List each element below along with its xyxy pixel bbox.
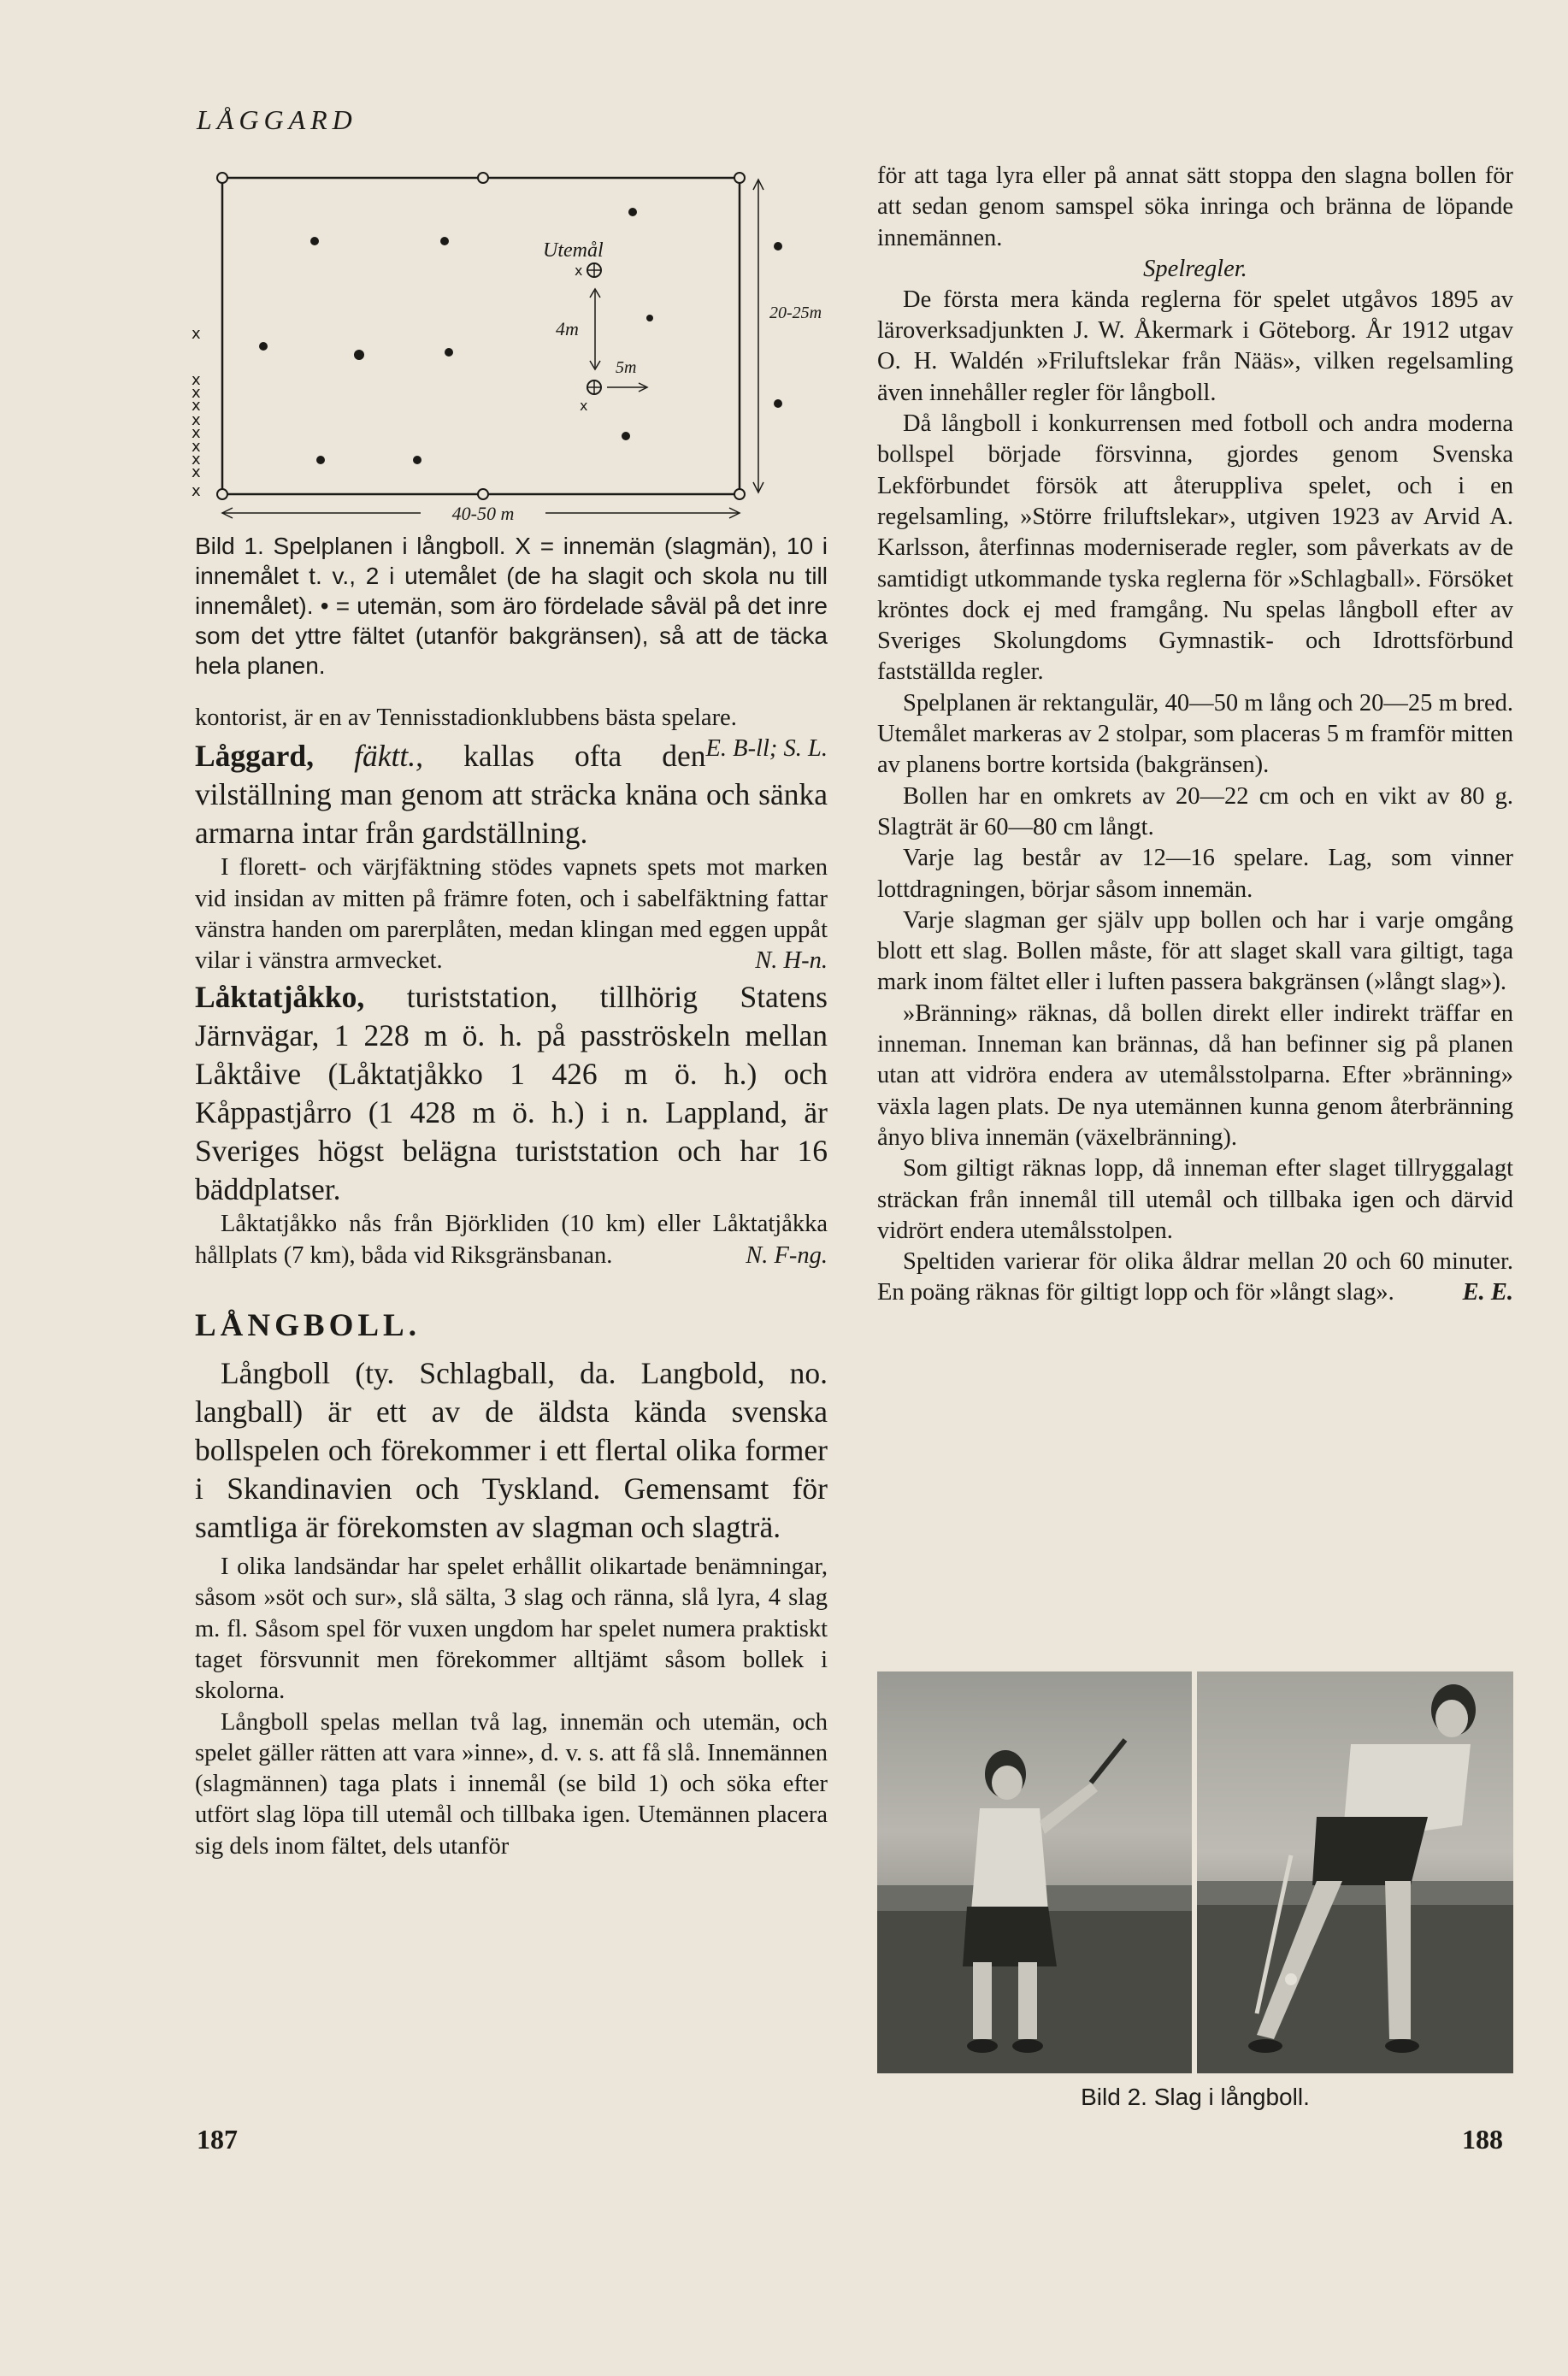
svg-text:x: x [192, 384, 201, 402]
rules-paragraph-text: Speltiden varierar för olika åldrar mellan 20 och 60 minuter. En poäng räknas för giltigt lopp och för »långt slag». [877, 1248, 1513, 1306]
langboll-paragraph: I olika landsändar har spelet erhållit olikartade benämningar, såsom »söt och sur», slå sälta, 3 slag och ränna, slå lyra, 4 slag m. fl. Såsom spel för vuxen ungdom har spelet numera praktiskt taget försvunnit men förekommer alltjämt såsom bollek i skolorna. [195, 1554, 828, 1705]
langboll-paragraph: Långboll spelas mellan två lag, innemän och utemän, och spelet gäller rätten att vara »inne», d. v. s. att få slå. Innemännen (slagmännen) taga plats i innemål (se bild 1) och söka efter utfört slag löpa till utemål och tillbaka igen. Utemännen placera sig dels inom fältet, dels utanför [195, 1708, 828, 1860]
entry-laktatjakko [195, 978, 828, 1209]
signature: N. F-ng. [746, 1241, 828, 1269]
photo-pair [877, 1671, 1513, 2073]
headword-laggard: Låggard, [195, 739, 315, 774]
svg-text:x: x [192, 371, 201, 389]
svg-text:x: x [192, 482, 201, 500]
rules-paragraph: Då långboll i konkurrensen med fotboll och andra moderna bollspel började försvinna, gjordes genom Svenska Lekförbundet försök att återuppliva spelet, och i en regelsamling, »Större friluftslekar», utgiven 1923 av Arvid A. Karlsson, återfinnas moderniserade regler, som påverkats av de samtidigt utkommande tyska reglerna för »Schlagball». Försöket kröntes dock ej med framgång. Nu spelas långboll efter av Sveriges Skolungdoms Gymnastik- och Idrottsförbund fastställda regler. [877, 410, 1513, 686]
photo-batter-2 [1197, 1671, 1513, 2073]
right-column [877, 161, 1513, 1309]
page-number-right: 188 [1462, 2124, 1503, 2155]
corner-post [217, 489, 227, 499]
corner-post [734, 173, 745, 183]
rules-paragraph: Varje slagman ger själv upp bollen och har i varje omgång blott ett slag. Bollen måste, för att slaget skall vara giltigt, taga mark inom fältet eller i luften passera bakgränsen (»långt slag»). [877, 906, 1513, 996]
signature: E. B-ll; S. L. [705, 735, 828, 763]
abbr-faktt: fäktt., [354, 739, 423, 774]
section-title-langboll: LÅNGBOLL. [195, 1308, 421, 1344]
signature: E. E. [1462, 1279, 1513, 1306]
mid-post [478, 173, 488, 183]
rules-paragraph: Spelplanen är rektangulär, 40—50 m lång och 20—25 m bred. Utemålet markeras av 2 stolpar, som placeras 5 m framför mitten av planens bortre kortsida (bakgränsen). [877, 689, 1513, 779]
label-4m: 4m [556, 318, 579, 339]
rules-paragraph: Som giltigt räknas lopp, då inneman efter slaget tillryggalagt sträckan från innemål till utemål och tillbaka igen och därvid vidrört endera utemålsstolpen. [877, 1155, 1513, 1244]
fielders [259, 208, 782, 464]
svg-text:x: x [192, 325, 201, 343]
mid-post [478, 489, 488, 499]
corner-post [734, 489, 745, 499]
svg-text:x: x [192, 451, 201, 469]
entry-laktatjakko-text: turiststation, tillhörig Statens Järnvägar, 1 228 m ö. h. på pasströskeln mellan Låktåive (Låktatjåkko 1 426 m ö. h.) och Kåppastjårro (1 428 m ö. h.) i n. Lappland, är Sveriges högst belägna turiststation och har 16 bäddplatser. [195, 980, 828, 1207]
field-boundary [222, 178, 740, 494]
svg-text:x: x [192, 424, 201, 442]
page-number-left: 187 [197, 2124, 238, 2155]
rules-paragraph: »Bränning» räknas, då bollen direkt eller indirekt träffar en inneman. Inneman kan brännas, då han befinner sig på planen utan att vidröra endera av utemålsstolparna. Efter »bränning» växla lagen plats. De nya utemännen kunna genom återbränning ånyo bliva innemän (växelbränning). [877, 999, 1513, 1151]
svg-text:x: x [192, 438, 201, 456]
photo-batter-1 [877, 1671, 1192, 2073]
svg-text:x: x [192, 397, 201, 415]
entry-laggard-detail-text: I florett- och värjfäktning stödes vapnets spets mot marken vid insidan av mitten på främre foten, och i sabelfäktning fattar vänstra handen om parerplåten, medan klingan med eggen uppåt vilar i vänstra armvecket. [195, 854, 828, 975]
entry-laktatjakko-detail [195, 1209, 828, 1271]
label-width: 20-25m [769, 304, 822, 322]
figure-2-caption: Bild 2. Slag i långboll. [1081, 2084, 1310, 2110]
subhead-spelregler: Spelregler. [1143, 255, 1247, 282]
label-utemal: Utemål [543, 239, 604, 262]
signature: N. H-n. [755, 947, 828, 975]
svg-text:x: x [575, 262, 583, 279]
batters [192, 325, 201, 500]
svg-text:x: x [192, 463, 201, 481]
svg-text:x: x [580, 398, 588, 414]
continued-entry-text: kontorist, är en av Tennisstadionklubbens bästa spelare. [195, 705, 737, 731]
label-5m: 5m [616, 358, 637, 377]
entry-laggard-detail [195, 852, 828, 976]
label-length: 40-50 m [451, 503, 515, 524]
langboll-intro: Långboll (ty. Schlagball, da. Langbold, no. langball) är ett av de äldsta kända svenska bollspelen och förekommer i ett flertal olika former i Skandinavien och Tyskland. Gemensamt för samtliga är förekomsten av slagman och slagträ. [195, 1356, 828, 1545]
field-diagram [188, 137, 838, 526]
continued-paragraph: för att taga lyra eller på annat sätt stoppa den slagna bollen för att sedan genom samspel söka inringa och bränna de löpande innemännen. [877, 162, 1513, 251]
figure-1-caption: Bild 1. Spelplanen i långboll. X = innemän (slagmän), 10 i innemålet t. v., 2 i utemålet (de ha slagit och skola nu till innemålet). • = utemän, som äro fördelade såväl på det inre som det yttre fältet (utanför bakgränsen), så att de täcka hela planen. [195, 533, 828, 679]
entry-laktatjakko-detail-text: Låktatjåkko nås från Björkliden (10 km) eller Låktatjåkka hållplats (7 km), båda vid Riksgränsbanan. [195, 1211, 828, 1269]
headword-laktatjakko: Låktatjåkko, [195, 980, 365, 1015]
rules-paragraph [877, 1247, 1513, 1309]
running-head: LÅGGARD [197, 104, 357, 135]
left-column [192, 137, 828, 1862]
entry-laggard-text: kallas ofta den vilställning man genom att sträcka knäna och sänka armarna intar från gardställning. [195, 739, 828, 851]
rules-paragraph: De första mera kända reglerna för spelet utgåvos 1895 av läroverksadjunkten J. W. Åkermark i Göteborg. År 1912 utgav O. H. Waldén »Friluftslekar från Nääs», vilken regelsamling även innehåller regler för långboll. [877, 286, 1513, 406]
corner-post [217, 173, 227, 183]
rules-paragraph: Bollen har en omkrets av 20—22 cm och en vikt av 80 g. Slagträt är 60—80 cm långt. [877, 782, 1513, 840]
svg-text:x: x [192, 411, 201, 429]
rules-paragraph: Varje lag består av 12—16 spelare. Lag, som vinner lottdragningen, börjar såsom innemän. [877, 845, 1513, 903]
